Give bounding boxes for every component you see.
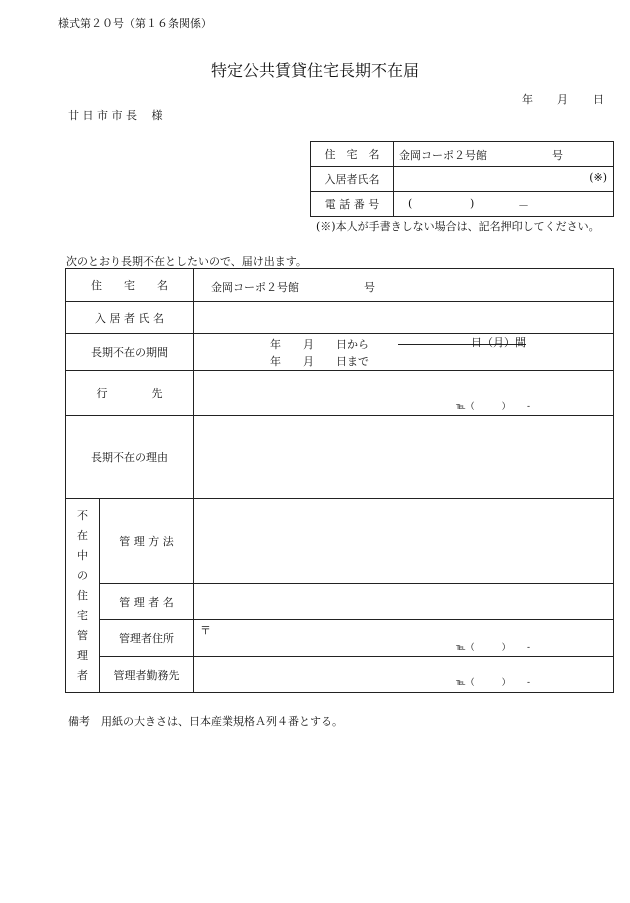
form-number: 様式第２０号（第１６条関係）	[58, 17, 212, 30]
manager-group-char: 者	[77, 668, 88, 682]
manager-group-char: 中	[77, 548, 88, 562]
destination-tel: ℡（ ） -	[456, 402, 531, 412]
manager-group-char: 理	[77, 648, 88, 662]
phone-close-paren: )	[470, 197, 475, 210]
housing-cell[interactable]	[194, 269, 614, 302]
manager-group-char: 宅	[77, 608, 88, 622]
postal-mark: 〒	[200, 624, 211, 637]
period-days: 日（月）間	[471, 336, 526, 349]
reason-label: 長期不在の理由	[66, 416, 194, 499]
manager-address-label: 管理者住所	[100, 620, 194, 657]
period-label: 長期不在の期間	[66, 334, 194, 371]
manager-group-char: 在	[77, 528, 88, 542]
manager-group-label	[66, 499, 100, 693]
date-year[interactable]: 年	[522, 93, 533, 106]
phone-dash: －	[518, 199, 529, 212]
applicant-table	[310, 141, 614, 217]
phone-open-paren: (	[408, 197, 413, 210]
period-from: 年 月 日から	[270, 338, 369, 351]
manager-address-field[interactable]	[194, 620, 614, 657]
resident-label: 入 居 者 氏 名	[66, 302, 194, 334]
reason-field[interactable]	[194, 416, 614, 499]
page-title: 特定公共賃貸住宅長期不在届	[210, 61, 419, 80]
applicant-housing-cell[interactable]	[394, 142, 614, 167]
applicant-housing-label: 住 宅 名	[311, 142, 394, 167]
applicant-housing-suffix: 号	[552, 149, 563, 162]
manager-group-char: の	[77, 568, 88, 582]
destination-field[interactable]	[194, 371, 614, 416]
manager-address-tel: ℡（ ） -	[456, 643, 531, 653]
applicant-phone-label: 電 話 番 号	[311, 192, 394, 217]
manager-work-field[interactable]	[194, 657, 614, 693]
manager-group-char: 管	[77, 628, 88, 642]
housing-label: 住 宅 名	[66, 269, 194, 302]
intro-text: 次のとおり長期不在としたいので、届け出ます。	[66, 255, 307, 268]
date-month[interactable]: 月	[557, 93, 568, 106]
manager-work-tel: ℡（ ） -	[456, 678, 531, 688]
housing-suffix: 号	[364, 281, 375, 294]
manager-work-label: 管理者勤務先	[100, 657, 194, 693]
manager-name-label: 管 理 者 名	[100, 584, 194, 620]
addressee: 廿 日 市 市 長 様	[68, 109, 163, 122]
footnote: 備考 用紙の大きさは、日本産業規格Ａ列４番とする。	[68, 715, 343, 728]
resident-field[interactable]	[194, 302, 614, 334]
seal-mark: (※)	[589, 171, 607, 184]
manager-group-char: 住	[77, 588, 88, 602]
seal-note: (※)本人が手書きしない場合は、記名押印してください。	[316, 220, 600, 233]
manager-group-char: 不	[77, 508, 88, 522]
applicant-phone-field[interactable]	[394, 192, 614, 217]
method-field[interactable]	[194, 499, 614, 584]
period-field[interactable]	[194, 334, 614, 371]
applicant-housing-value: 金岡コーポ２号館	[399, 149, 487, 162]
manager-name-field[interactable]	[194, 584, 614, 620]
housing-value: 金岡コーポ２号館	[211, 281, 299, 294]
main-form-table	[65, 268, 614, 693]
applicant-resident-field[interactable]	[394, 167, 614, 192]
applicant-resident-label: 入居者氏名	[311, 167, 394, 192]
method-label: 管 理 方 法	[100, 499, 194, 584]
date-day[interactable]: 日	[593, 93, 604, 106]
period-to: 年 月 日まで	[270, 355, 369, 368]
destination-label: 行 先	[66, 371, 194, 416]
